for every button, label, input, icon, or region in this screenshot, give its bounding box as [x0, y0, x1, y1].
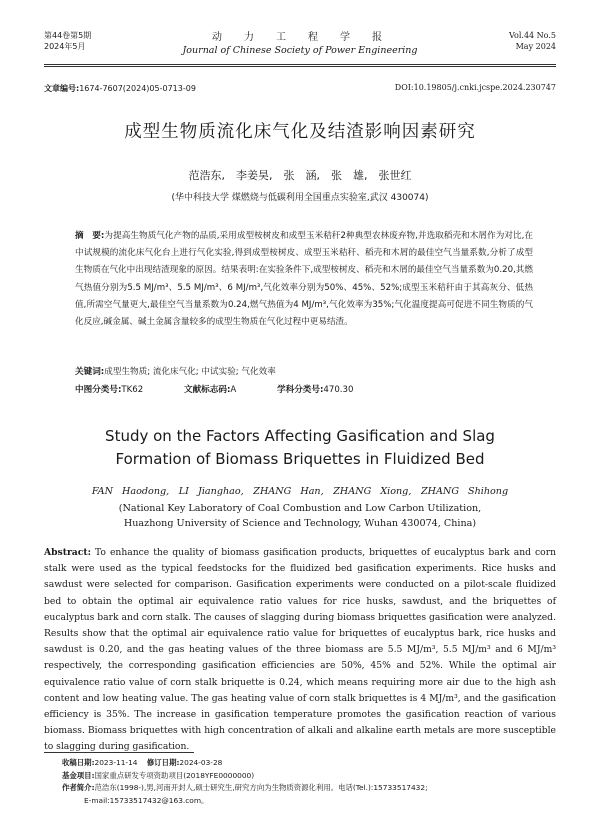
journal-name-cn: 动 力 工 程 学 报 — [212, 32, 388, 43]
received-value: 2023-11-14 — [94, 758, 138, 767]
keywords-cn-label: 关键词: — [75, 367, 105, 377]
abstract-en — [44, 545, 556, 756]
abstract-en-label: Abstract: — [44, 547, 91, 558]
footnote-author — [62, 782, 556, 795]
abstract-cn-label: 摘 要: — [75, 231, 105, 241]
subject-code-value: 470.30 — [323, 385, 354, 395]
keywords-cn-text: 成型生物质; 流化床气化; 中试实验; 气化效率 — [104, 367, 276, 377]
revised-value: 2024-03-28 — [179, 758, 223, 767]
abstract-en-text: To enhance the quality of biomass gasification products, briquettes of eucalyptus bark and corn stalk were used as the typical feedstocks for the fluidized bed gasification experiments. Rice husks and sawdust were selected for comparison. Gasification experiments were conducted on a pilot-scale fluidized bed to obtain the optimal air equivalence ratio values for rice husks, sawdust, and the briquettes of eucalyptus bark and corn stalk. The causes of slagging during biomass briquettes gasification were analyzed. Results show that the optimal air equivalence ratio value for briquettes of eucalyptus bark, rice husks and sawdust is 0.20, and the gas heating values of the three biomass are 5.5 MJ/m³, 5.5 MJ/m³ and 6 MJ/m³ respectively, the corresponding gasification efficiencies are 50%, 45% and 52%. While the optimal air equivalence ratio value of corn stalk briquette is 0.24, which means requiring more air due to the high ash content and low heating value. The gas heating value of corn stalk briquettes is 4 MJ/m³, and the gasification efficiency is 35%. The increase in gasification temperature promotes the gasification reaction of various biomass. Biomass briquettes with high concentration of alkali and alkaline earth metals are more susceptible to slagging during gasification. — [44, 547, 556, 753]
affiliation-en-line-2: Huazhong University of Science and Technology, Wuhan 430074, China) — [123, 518, 477, 529]
classification-row — [75, 383, 533, 395]
doi: DOI:10.19805/j.cnki.jcspe.2024.230747 — [394, 83, 556, 92]
header-rule-second — [44, 66, 556, 67]
footnote-dates — [62, 757, 556, 770]
title-cn: 成型生物质流化床气化及结渣影响因素研究 — [124, 122, 476, 142]
affiliation-en — [0, 501, 600, 531]
header-right — [509, 30, 556, 52]
date-cn: 2024年5月 — [44, 42, 86, 51]
title-en — [0, 425, 600, 471]
email-label: E-mail: — [84, 795, 110, 805]
received-label: 收稿日期: — [62, 758, 95, 767]
abstract-cn — [75, 228, 533, 331]
volume-issue-cn: 第44卷第5期 — [44, 31, 92, 40]
footnote-fund — [62, 770, 556, 783]
doc-code-label: 文献标志码: — [183, 385, 231, 395]
affiliation-cn: (华中科技大学 煤燃烧与低碳利用全国重点实验室,武汉 430074) — [171, 193, 429, 203]
volume-issue-en: Vol.44 No.5 — [509, 31, 556, 40]
revised-label: 修订日期: — [146, 758, 180, 767]
subject-code-label: 学科分类号: — [277, 385, 324, 395]
article-number-value: 1674-7607(2024)05-0713-09 — [79, 84, 196, 93]
doc-code-value: A — [230, 385, 237, 395]
journal-name-en: Journal of Chinese Society of Power Engineering — [182, 45, 418, 56]
footnote-rule — [44, 752, 194, 753]
email-value[interactable]: 15733517432@163.com。 — [109, 795, 209, 805]
footnote-email — [62, 795, 556, 808]
keywords-cn — [75, 365, 533, 377]
fund-label: 基金项目: — [62, 770, 95, 780]
date-en: May 2024 — [515, 42, 556, 51]
fund-value: 国家重点研发专项资助项目(2018YFE0000000) — [94, 770, 255, 780]
abstract-cn-text: 为提高生物质气化产物的品质,采用成型桉树皮和成型玉米秸秆2种典型农林废弃物,并选取稻壳和木屑作为对比,在中试规模的流化床气化台上进行气化实验,得到成型桉树皮、成型玉米秸秆、稻壳和木屑的最佳空气当量系数,分析了成型生物质在气化中出现结渣现象的原因。结果表明:在实验条件下,成型桉树皮、稻壳和木屑的最佳空气当量系数为0.20,其燃气热值分别为5.5 MJ/m³、5.5 MJ/m³、6 MJ/m³,气化效率分别为50%、45%、52%;成型玉米秸秆由于其高灰分、低热值,所需空气量更大,最佳空气当量系数为0.24,燃气热值为4 MJ/m³,气化效率为35%;气化温度提高可促进不同生物质的气化反应,碱金属、碱土金属含量较多的成型生物质在气化过程中更易结渣。 — [75, 231, 534, 328]
footnote — [62, 757, 556, 807]
author-bio-label: 作者简介: — [62, 783, 95, 793]
title-en-line-2: Formation of Biomass Briquettes in Fluidized Bed — [115, 450, 485, 468]
affiliation-en-line-1: (National Key Laboratory of Coal Combustion and Low Carbon Utilization, — [118, 503, 482, 514]
article-number — [44, 83, 196, 94]
authors-cn: 范浩东, 李姜昊, 张 涵, 张 雄, 张世红 — [188, 169, 412, 182]
title-en-line-1: Study on the Factors Affecting Gasification and Slag — [105, 427, 495, 445]
clc-value: TK62 — [121, 385, 144, 395]
article-number-label: 文章编号: — [44, 84, 80, 93]
authors-en: FAN Haodong, LI Jianghao, ZHANG Han, ZHANG Xiong, ZHANG Shihong — [91, 486, 509, 497]
author-bio-value: 范浩东(1998-),男,河南开封人,硕士研究生,研究方向为生物质资源化利用。电话(Tel.):15733517432; — [94, 783, 428, 793]
header-rule — [44, 64, 556, 65]
clc-label: 中图分类号: — [75, 385, 122, 395]
